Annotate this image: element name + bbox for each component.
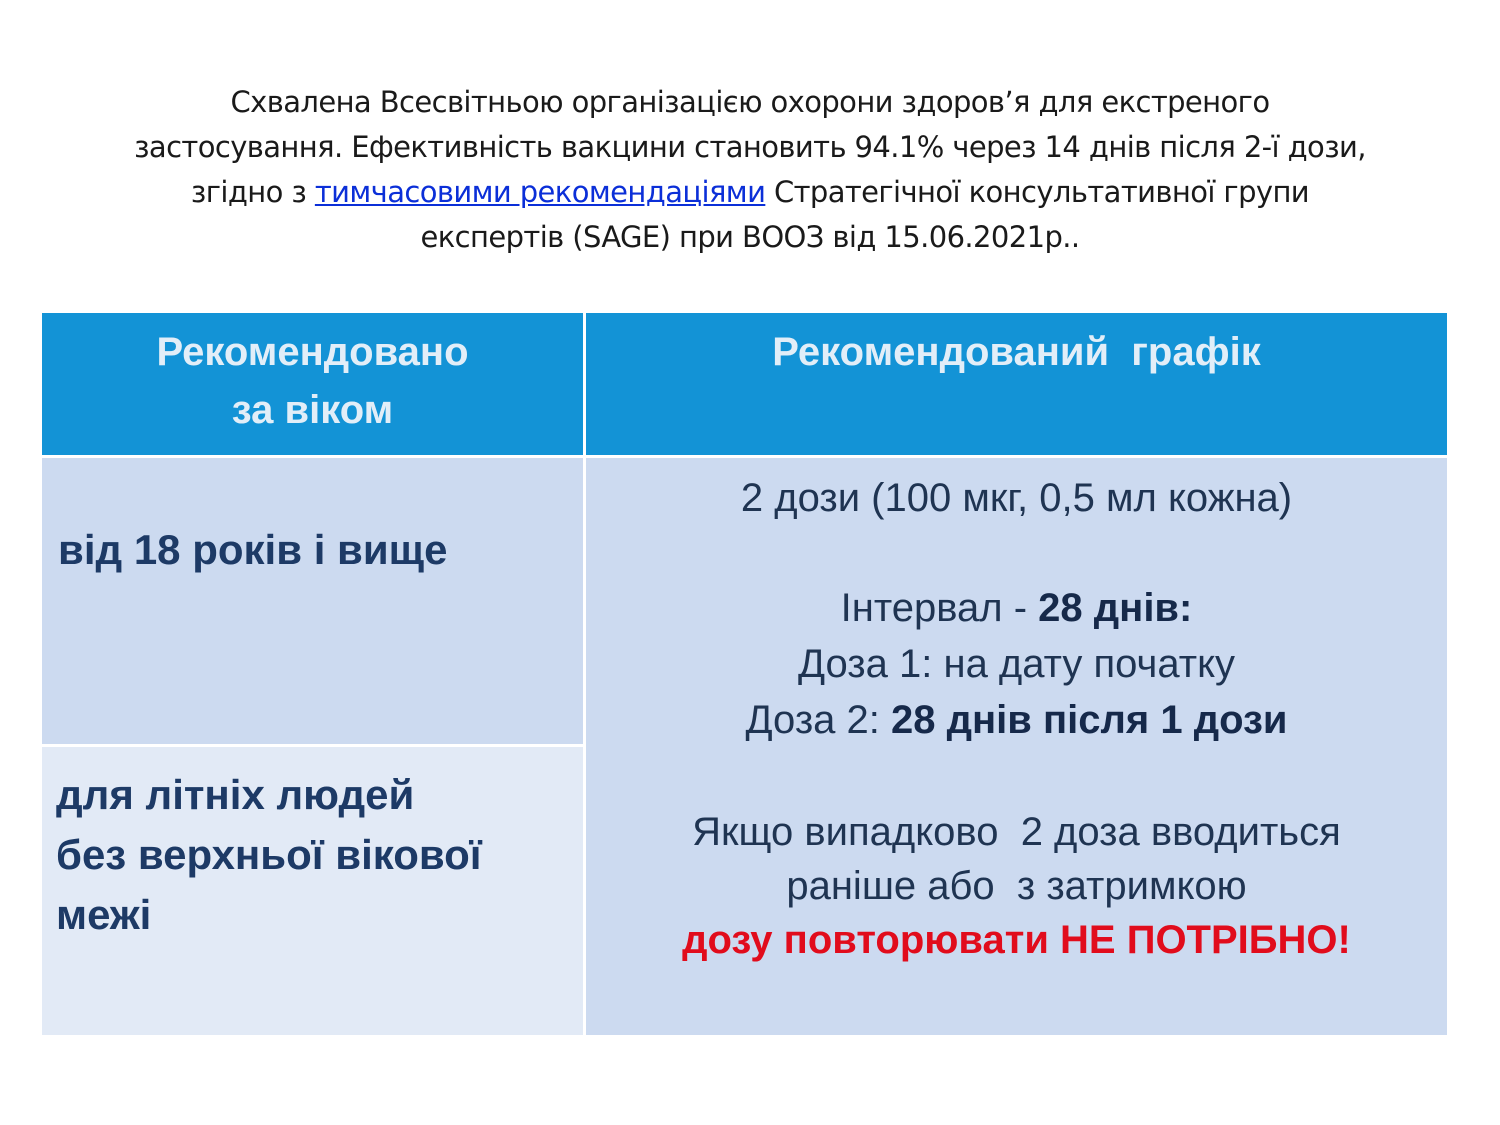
intro-line-3-prefix: згідно з [190, 175, 315, 209]
intro-line-3 [60, 170, 1440, 215]
note-line-2: раніше або з затримкою [786, 864, 1247, 908]
intro-line-3-suffix: Стратегічної консультативної групи [765, 175, 1310, 209]
doses-text: 2 дози (100 мкг, 0,5 мл кожна) [740, 476, 1293, 520]
age-elderly-line-1: для літніх людей [56, 771, 415, 818]
note-line-1: Якщо випадково 2 доза вводиться [692, 810, 1341, 854]
header-age-line-1: Рекомендовано [156, 330, 469, 374]
age-cell-adults [42, 458, 583, 744]
recommendations-link[interactable]: тимчасовими рекомендаціями [314, 175, 766, 209]
age-adults-text: від 18 років і вище [58, 526, 448, 573]
dose2-value: 28 днів після 1 дози [891, 698, 1288, 742]
dose2-text [586, 698, 1447, 743]
age-elderly-text [56, 765, 482, 945]
age-elderly-line-2: без верхньої вікової [56, 831, 482, 878]
vaccine-schedule-table [42, 313, 1447, 1035]
header-schedule [586, 313, 1447, 455]
age-cell-elderly [42, 747, 583, 1035]
warning-text: дозу повторювати НЕ ПОТРІБНО! [682, 918, 1351, 962]
intro-line-4: експертів (SAGE) при ВООЗ від 15.06.2021р.. [420, 220, 1080, 254]
schedule-cell [586, 458, 1447, 1035]
interval-label: Інтервал - [840, 586, 1039, 630]
intro-line-2: застосування. Ефективність вакцини становить 94.1% через 14 днів після 2-ї дози, [134, 130, 1366, 164]
dose2-label: Доза 2: [745, 698, 892, 742]
interval-text [586, 586, 1447, 631]
header-age [42, 313, 583, 455]
header-age-line-2: за віком [231, 388, 394, 432]
header-schedule-label: Рекомендований графік [772, 330, 1261, 374]
interval-value: 28 днів: [1038, 586, 1193, 630]
age-elderly-line-3: межі [56, 891, 152, 938]
intro-text [60, 80, 1440, 260]
intro-line-1: Схвалена Всесвітньою організацією охорони здоров’я для екстреного [230, 85, 1270, 119]
dose1-text: Доза 1: на дату початку [797, 642, 1236, 686]
